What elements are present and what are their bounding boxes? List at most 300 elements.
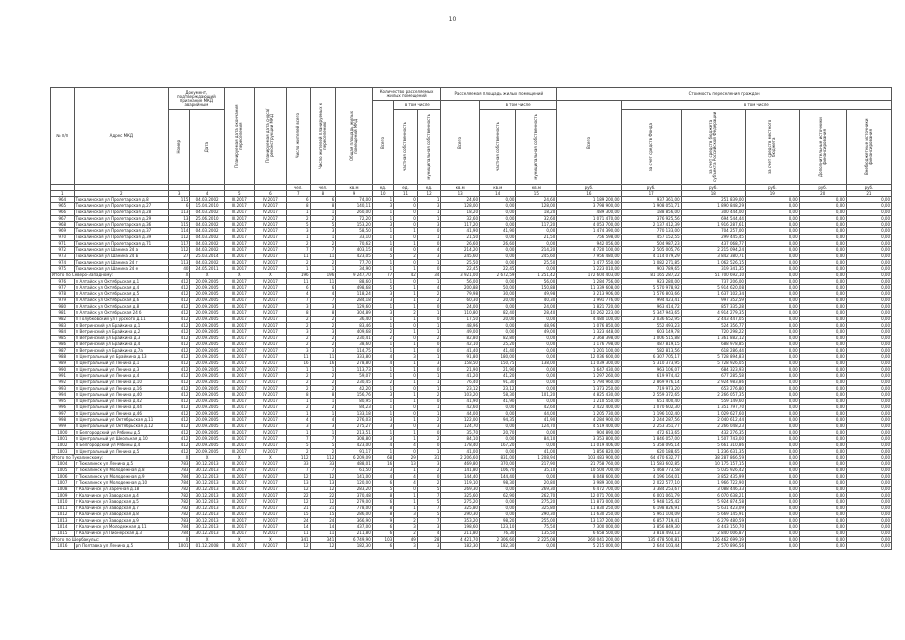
column-number-cell: 8 bbox=[310, 191, 336, 197]
table-cell: 366,90 bbox=[336, 518, 372, 524]
table-cell: 719 973,20 bbox=[621, 385, 681, 391]
table-cell: IV.2017 bbox=[254, 511, 286, 517]
table-cell: 412 bbox=[168, 310, 189, 316]
table-cell: 1 bbox=[372, 367, 393, 373]
table-cell: 0,00 bbox=[745, 486, 799, 492]
table-cell: 120,00 bbox=[336, 480, 372, 486]
unit-cell: кв.м bbox=[479, 185, 515, 191]
table-cell: 4 bbox=[394, 474, 418, 480]
table-cell: 983 bbox=[51, 322, 75, 328]
table-cell: п Центральный ул Ленина д.10 bbox=[74, 379, 168, 385]
table-cell: IV.2017 bbox=[254, 222, 286, 228]
table-cell: 6 bbox=[372, 543, 393, 549]
table-cell: 1 bbox=[286, 234, 310, 240]
table-cell: 1004 bbox=[51, 461, 75, 467]
table-cell: 904 890,00 bbox=[557, 429, 621, 435]
table-cell: 0,00 bbox=[745, 329, 799, 335]
table-cell: 5 570 978,92 bbox=[621, 285, 681, 291]
header-address: Адрес МКД bbox=[74, 88, 168, 185]
table-cell: III.2017 bbox=[224, 215, 254, 221]
table-cell: 1016 bbox=[51, 543, 75, 549]
table-cell: 2 bbox=[286, 322, 310, 328]
table-cell: 82,80 bbox=[441, 335, 480, 341]
table-cell: 784 bbox=[168, 530, 189, 536]
table-cell: 412 bbox=[168, 404, 189, 410]
table-cell: 1 bbox=[310, 367, 336, 373]
table-cell: 0,00 bbox=[846, 455, 891, 461]
table-cell: 1 208,94 bbox=[516, 455, 557, 461]
table-cell: 782 bbox=[168, 492, 189, 498]
table-cell: 4 053 700,00 bbox=[557, 222, 621, 228]
table-cell: 98,20 bbox=[479, 518, 515, 524]
table-cell: 103 bbox=[372, 537, 393, 543]
table-cell: 987 bbox=[51, 348, 75, 354]
table-cell: III.2017 bbox=[224, 297, 254, 303]
table-cell: 857 335,28 bbox=[681, 304, 745, 310]
table-cell: 1007 bbox=[51, 480, 75, 486]
table-cell: 975 bbox=[51, 266, 75, 272]
table-cell: 1 284 756,00 bbox=[557, 278, 621, 284]
table-cell: 135,50 bbox=[516, 530, 557, 536]
table-cell: 2 bbox=[394, 253, 418, 259]
table-cell: 1009 bbox=[51, 492, 75, 498]
table-cell: III.2017 bbox=[224, 341, 254, 347]
table-cell: 993 bbox=[51, 385, 75, 391]
table-cell: п Ветринский ул Брайкина д.1 bbox=[74, 322, 168, 328]
table-cell: 8 bbox=[286, 310, 310, 316]
table-cell: 0,00 bbox=[799, 499, 846, 505]
table-cell: 13 bbox=[310, 480, 336, 486]
table-cell: 11 339 608,00 bbox=[557, 285, 621, 291]
table-cell: 41,20 bbox=[441, 373, 480, 379]
table-cell: 0,00 bbox=[799, 467, 846, 473]
table-cell: 3 443 150,70 bbox=[681, 524, 745, 530]
table-cell: 0,00 bbox=[846, 234, 891, 240]
table-cell: 6 bbox=[372, 530, 393, 536]
table-cell: 7 956 480,00 bbox=[557, 253, 621, 259]
table-cell: 0,00 bbox=[479, 259, 515, 265]
table-cell: 1 bbox=[394, 505, 418, 511]
table-cell: 41,40 bbox=[441, 348, 480, 354]
table-cell: 0,00 bbox=[799, 329, 846, 335]
table-cell: 0,00 bbox=[479, 197, 515, 203]
table-cell: 1003 bbox=[51, 448, 75, 454]
table-cell: 3 bbox=[417, 461, 441, 467]
table-cell: 0,00 bbox=[846, 310, 891, 316]
table-cell: 412 bbox=[168, 367, 189, 373]
table-cell: 412 bbox=[168, 379, 189, 385]
table-cell: 0,00 bbox=[479, 222, 515, 228]
table-cell: 0,00 bbox=[799, 310, 846, 316]
table-cell: IV.2017 bbox=[254, 367, 286, 373]
table-cell: 5 924 874,58 bbox=[681, 499, 745, 505]
table-cell: 0,00 bbox=[799, 511, 846, 517]
table-cell: 2 137 412,39 bbox=[621, 222, 681, 228]
table-cell: 1000 bbox=[51, 429, 75, 435]
table-cell: п Белгородский ул Рябины д.4 bbox=[74, 442, 168, 448]
table-cell: 2 bbox=[286, 373, 310, 379]
table-cell: 180,00 bbox=[479, 354, 515, 360]
table-cell: 0 bbox=[417, 316, 441, 322]
table-cell: 56,00 bbox=[516, 278, 557, 284]
table-body bbox=[51, 197, 892, 550]
table-cell: 3 bbox=[372, 297, 393, 303]
subtotal-label: Итого по Шербакульс: bbox=[51, 537, 169, 543]
table-cell: 552 493,23 bbox=[621, 322, 681, 328]
table-cell: 3 bbox=[417, 253, 441, 259]
table-cell: 1 bbox=[417, 234, 441, 240]
table-cell: 1 bbox=[372, 259, 393, 265]
table-cell: 0,00 bbox=[745, 436, 799, 442]
table-cell: 18,20 bbox=[516, 209, 557, 215]
table-cell: III.2017 bbox=[224, 429, 254, 435]
table-cell: 0 bbox=[417, 429, 441, 435]
table-cell: 21 758 760,00 bbox=[557, 461, 621, 467]
table-cell: 11 873 000,00 bbox=[557, 499, 621, 505]
table-cell: 16 bbox=[286, 360, 310, 366]
table-cell: 651 400,40 bbox=[621, 398, 681, 404]
table-cell: 113 bbox=[168, 259, 189, 265]
table-cell: 158,50 bbox=[441, 360, 480, 366]
table-cell: 2 bbox=[394, 518, 418, 524]
table-cell: 0,00 bbox=[799, 234, 846, 240]
table-cell: 11 bbox=[310, 253, 336, 259]
table-cell: 0,00 bbox=[745, 316, 799, 322]
table-cell: III.2017 bbox=[224, 543, 254, 549]
table-cell: 782 bbox=[168, 499, 189, 505]
table-cell: 2 bbox=[310, 373, 336, 379]
table-cell: 0 bbox=[417, 266, 441, 272]
table-cell: 24 bbox=[310, 518, 336, 524]
table-cell: 0,00 bbox=[516, 398, 557, 404]
table-cell: 1 bbox=[417, 209, 441, 215]
table-cell: 30.12.2013 bbox=[190, 486, 224, 492]
table-cell: 10 262 223,00 bbox=[557, 310, 621, 316]
table-cell: IV.2017 bbox=[254, 505, 286, 511]
table-cell: 15 bbox=[310, 511, 336, 517]
table-cell: 2 570 896,56 bbox=[681, 543, 745, 549]
table-cell: III.2017 bbox=[224, 398, 254, 404]
header-cost-budget: за счет средств бюджета субъекта Российской Федерации bbox=[681, 110, 745, 185]
table-cell: 0,00 bbox=[516, 228, 557, 234]
table-cell: 20.09.2005 bbox=[190, 398, 224, 404]
table-cell: 0,00 bbox=[745, 417, 799, 423]
table-cell: 0,00 bbox=[745, 197, 799, 203]
table-cell: X bbox=[224, 455, 254, 461]
table-cell: X bbox=[254, 537, 286, 543]
table-cell: IV.2017 bbox=[254, 228, 286, 234]
table-cell: 0,00 bbox=[516, 442, 557, 448]
table-cell: 0,00 bbox=[846, 442, 891, 448]
table-cell: 1 082 271,85 bbox=[621, 259, 681, 265]
table-cell: 0,00 bbox=[799, 316, 846, 322]
table-cell: 783 bbox=[168, 518, 189, 524]
table-cell: 6 bbox=[310, 197, 336, 203]
table-cell: 20,70 bbox=[479, 429, 515, 435]
header-area-group: Расселяемая площадь жилых помещений bbox=[441, 88, 557, 101]
table-cell: 82,80 bbox=[479, 335, 515, 341]
table-cell: 0,00 bbox=[799, 215, 846, 221]
table-cell: 6 bbox=[286, 197, 310, 203]
table-cell: III.2017 bbox=[224, 511, 254, 517]
table-cell: 1 bbox=[372, 316, 393, 322]
table-cell: 21,50 bbox=[516, 234, 557, 240]
table-cell: 30.12.2013 bbox=[190, 474, 224, 480]
table-cell: 6 307 705,17 bbox=[621, 354, 681, 360]
table-cell: 1 205 730,00 bbox=[557, 411, 621, 417]
table-cell: 412 bbox=[168, 385, 189, 391]
table-cell: 0,00 bbox=[799, 285, 846, 291]
table-cell: 831,00 bbox=[479, 455, 515, 461]
table-cell: 1 bbox=[417, 354, 441, 360]
table-cell: 20,00 bbox=[479, 297, 515, 303]
table-cell: 0,00 bbox=[745, 524, 799, 530]
table-cell: 12 bbox=[286, 543, 310, 549]
table-cell: 48,96 bbox=[516, 322, 557, 328]
table-cell: 21,50 bbox=[441, 234, 480, 240]
table-cell: 114,75 bbox=[336, 348, 372, 354]
table-cell: 42 bbox=[394, 272, 418, 278]
table-cell: 41,00 bbox=[516, 448, 557, 454]
table-cell: 0,00 bbox=[745, 423, 799, 429]
table-cell: 0 bbox=[417, 228, 441, 234]
table-cell: 2 869 976,14 bbox=[621, 379, 681, 385]
table-cell: 2 244 287,56 bbox=[621, 417, 681, 423]
table-cell: п Алтайск ул Октябрьская д.8 bbox=[74, 304, 168, 310]
table-cell: 2 036 652,95 bbox=[621, 316, 681, 322]
table-cell: IV.2017 bbox=[254, 215, 286, 221]
table-cell: 4 914 279,35 bbox=[681, 310, 745, 316]
header-doc-date: Дата bbox=[190, 110, 224, 185]
table-cell: 2 559 372,65 bbox=[621, 392, 681, 398]
header-area-total: Всего bbox=[441, 101, 480, 185]
table-cell: III.2017 bbox=[224, 379, 254, 385]
table-cell: 1 bbox=[372, 215, 393, 221]
table-cell: 3 bbox=[372, 417, 393, 423]
table-cell: 76,40 bbox=[441, 379, 480, 385]
table-cell: 117,20 bbox=[516, 222, 557, 228]
table-cell: IV.2017 bbox=[254, 360, 286, 366]
table-cell: 40,30 bbox=[516, 297, 557, 303]
table-cell: 0,00 bbox=[799, 398, 846, 404]
table-cell: 5 035 926,42 bbox=[681, 467, 745, 473]
table-cell: IV.2017 bbox=[254, 297, 286, 303]
header-area-private: частная собственность bbox=[479, 110, 515, 185]
table-cell: 1 bbox=[372, 304, 393, 310]
table-cell: 504 987,23 bbox=[621, 241, 681, 247]
table-cell: 0,00 bbox=[799, 423, 846, 429]
table-cell: 0,00 bbox=[799, 272, 846, 278]
table-cell: 432 276,35 bbox=[681, 429, 745, 435]
table-cell: 0,00 bbox=[745, 530, 799, 536]
table-cell: 20.09.2005 bbox=[190, 392, 224, 398]
table-cell: 994 bbox=[51, 392, 75, 398]
table-cell: 978 bbox=[51, 291, 75, 297]
table-cell: 27 bbox=[168, 253, 189, 259]
table-cell: IV.2017 bbox=[254, 411, 286, 417]
table-cell: 88,60 bbox=[336, 278, 372, 284]
table-cell: 0,00 bbox=[799, 537, 846, 543]
table-cell: г Калачинск ул Заводская д.8 bbox=[74, 511, 168, 517]
table-cell: 0,00 bbox=[846, 492, 891, 498]
table-cell: 2 bbox=[310, 316, 336, 322]
table-cell: 0,00 bbox=[516, 341, 557, 347]
table-cell: 24,00 bbox=[441, 304, 480, 310]
table-cell: 0,00 bbox=[745, 241, 799, 247]
table-cell: 14 bbox=[286, 524, 310, 530]
table-cell: 412 bbox=[168, 329, 189, 335]
table-cell: 1 bbox=[394, 348, 418, 354]
table-cell: 42,10 bbox=[441, 341, 480, 347]
table-cell: 989 bbox=[51, 360, 75, 366]
unit-cell: кв.м bbox=[441, 185, 480, 191]
table-cell: 22,45 bbox=[479, 266, 515, 272]
table-cell: IV.2017 bbox=[254, 354, 286, 360]
table-cell: 3 bbox=[310, 228, 336, 234]
table-cell: 0,00 bbox=[846, 209, 891, 215]
table-cell: 1 bbox=[372, 341, 393, 347]
table-cell: 0,00 bbox=[846, 259, 891, 265]
table-cell: 4 bbox=[310, 291, 336, 297]
table-cell: 3 bbox=[310, 304, 336, 310]
table-cell: Тюкалинская ул Пролетарская д.28 bbox=[74, 209, 168, 215]
column-number-cell: 3 bbox=[168, 191, 189, 197]
table-cell: п Алтайск ул Октябрьская д.4 bbox=[74, 285, 168, 291]
table-cell: 1 210 550,00 bbox=[557, 398, 621, 404]
table-cell: 0,00 bbox=[799, 335, 846, 341]
table-cell: III.2017 bbox=[224, 373, 254, 379]
table-cell: 20.09.2005 bbox=[190, 304, 224, 310]
table-cell: 40 bbox=[168, 266, 189, 272]
table-cell: IV.2017 bbox=[254, 253, 286, 259]
table-cell: III.2017 bbox=[224, 480, 254, 486]
table-cell: 7 bbox=[417, 492, 441, 498]
table-cell: 0,00 bbox=[516, 316, 557, 322]
table-cell: 0,00 bbox=[516, 429, 557, 435]
table-cell: 0,00 bbox=[799, 461, 846, 467]
table-cell: 126 462 699,19 bbox=[681, 537, 745, 543]
table-cell: 6 bbox=[372, 499, 393, 505]
table-cell: 140,11 bbox=[336, 203, 372, 209]
table-cell: 0,00 bbox=[799, 228, 846, 234]
table-cell: 1 bbox=[372, 197, 393, 203]
table-cell: 3 852 435,99 bbox=[681, 474, 745, 480]
table-cell: IV.2017 bbox=[254, 417, 286, 423]
table-cell: 0,00 bbox=[846, 379, 891, 385]
table-cell: 3 353 800,00 bbox=[557, 436, 621, 442]
table-cell: 412 bbox=[168, 354, 189, 360]
header-no: № п/п bbox=[51, 88, 75, 185]
table-cell: 41,40 bbox=[479, 348, 515, 354]
table-cell: 128,00 bbox=[516, 203, 557, 209]
table-cell: 20.09.2005 bbox=[190, 448, 224, 454]
table-cell: 2 bbox=[394, 310, 418, 316]
table-cell: 84,10 bbox=[516, 436, 557, 442]
unit-cell: руб. bbox=[621, 185, 681, 191]
table-cell: 688 978,85 bbox=[681, 341, 745, 347]
table-cell: III.2017 bbox=[224, 234, 254, 240]
table-cell: 0,00 bbox=[479, 511, 515, 517]
table-cell: III.2017 bbox=[224, 354, 254, 360]
table-cell: 11 583 602,85 bbox=[621, 461, 681, 467]
table-cell: 16 bbox=[310, 360, 336, 366]
column-number-cell: 18 bbox=[681, 191, 745, 197]
table-cell: 1 bbox=[372, 348, 393, 354]
table-cell: 1 bbox=[394, 492, 418, 498]
table-cell: 969 bbox=[51, 228, 75, 234]
table-cell: 603 149,78 bbox=[621, 329, 681, 335]
table-cell: 5 468 773,58 bbox=[621, 467, 681, 473]
table-cell: 20.09.2005 bbox=[190, 322, 224, 328]
table-cell: 488,01 bbox=[336, 461, 372, 467]
table-cell: 618 286,44 bbox=[681, 348, 745, 354]
table-cell: 0,00 bbox=[745, 474, 799, 480]
table-cell: 26,60 bbox=[479, 241, 515, 247]
table-cell: IV.2017 bbox=[254, 404, 286, 410]
table-cell: 15 bbox=[286, 511, 310, 517]
table-cell: 0,00 bbox=[745, 411, 799, 417]
table-cell: 11 630 250,00 bbox=[557, 511, 621, 517]
table-cell: 2 040 612,44 bbox=[681, 417, 745, 423]
table-cell: 20,80 bbox=[516, 480, 557, 486]
table-cell: 230,41 bbox=[336, 335, 372, 341]
table-cell: 30.12.2013 bbox=[190, 492, 224, 498]
table-cell: 1 bbox=[394, 360, 418, 366]
table-cell: 0 bbox=[394, 373, 418, 379]
table-cell: 103,20 bbox=[441, 392, 480, 398]
table-cell: 30.12.2013 bbox=[190, 524, 224, 530]
table-cell: 1001 bbox=[51, 436, 75, 442]
table-cell: 10 504 700,00 bbox=[557, 467, 621, 473]
table-cell: 11 bbox=[310, 530, 336, 536]
table-cell: 982 bbox=[51, 316, 75, 322]
header-cost-local: за счет средств местного бюджета bbox=[745, 110, 799, 185]
table-cell: 0,00 bbox=[745, 259, 799, 265]
table-cell: 783 bbox=[168, 461, 189, 467]
table-cell: 74,00 bbox=[336, 197, 372, 203]
table-cell: п Центральный ул Школьная д.10 bbox=[74, 436, 168, 442]
table-cell: 403,15 bbox=[336, 247, 372, 253]
table-cell: 2 bbox=[310, 215, 336, 221]
table-cell: 0,00 bbox=[516, 385, 557, 391]
table-cell: 58,50 bbox=[336, 228, 372, 234]
table-cell: 182,30 bbox=[479, 543, 515, 549]
table-cell: 04.03.2002 bbox=[190, 259, 224, 265]
table-cell: 30.12.2013 bbox=[190, 467, 224, 473]
table-cell: 0,00 bbox=[745, 272, 799, 278]
table-cell: 262,70 bbox=[516, 492, 557, 498]
table-cell: 3 bbox=[394, 543, 418, 549]
table-cell: 0 bbox=[394, 259, 418, 265]
table-cell: 1 373 250,00 bbox=[557, 385, 621, 391]
table-cell: 1 196 102,40 bbox=[621, 411, 681, 417]
table-cell: 0,00 bbox=[799, 222, 846, 228]
table-cell: 782 bbox=[168, 486, 189, 492]
table-cell: 276,03 bbox=[336, 417, 372, 423]
table-cell: 41,90 bbox=[441, 398, 480, 404]
table-cell: 20.09.2005 bbox=[190, 423, 224, 429]
table-cell: 91,17 bbox=[336, 448, 372, 454]
table-cell: 5 bbox=[417, 499, 441, 505]
column-number-cell: 1 bbox=[51, 191, 75, 197]
table-cell: 0,00 bbox=[799, 322, 846, 328]
table-cell: 20.09.2005 bbox=[190, 404, 224, 410]
table-cell: 112 bbox=[168, 234, 189, 240]
table-cell: 42,60 bbox=[516, 404, 557, 410]
table-cell: 0 bbox=[394, 278, 418, 284]
table-cell: 1 bbox=[417, 404, 441, 410]
table-cell: 980 bbox=[51, 304, 75, 310]
